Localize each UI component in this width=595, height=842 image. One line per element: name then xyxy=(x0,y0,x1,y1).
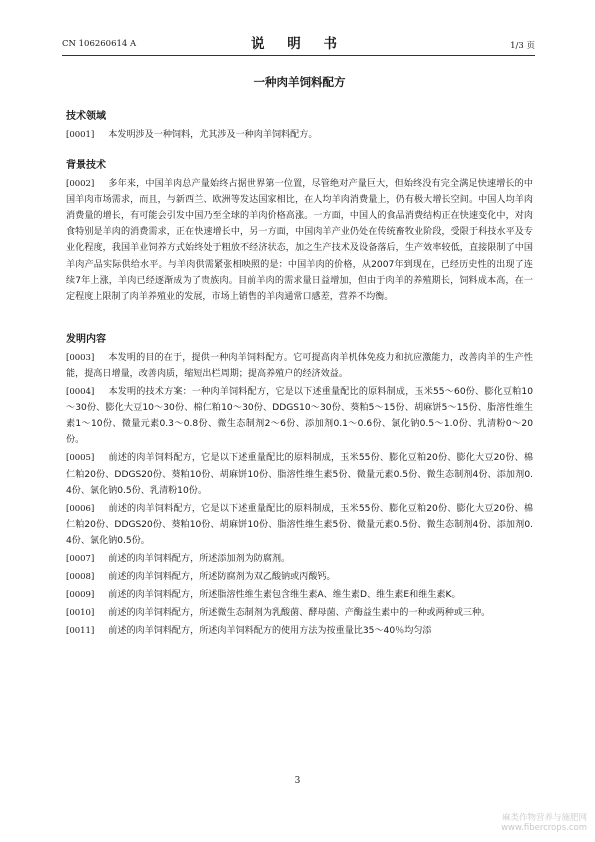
paragraph-number: [0008] xyxy=(66,572,95,583)
watermark-line-2: www.fibercrops.com xyxy=(501,823,587,833)
paragraph-number: [0010] xyxy=(66,608,95,619)
paragraph-0010 xyxy=(66,605,533,621)
paragraph-0007 xyxy=(66,551,533,567)
page-header xyxy=(62,30,535,54)
watermark xyxy=(501,813,587,833)
paragraph-text: 前述的肉羊饲料配方，所述添加剂为防腐剂。 xyxy=(108,553,291,564)
paragraph-0006 xyxy=(66,501,533,549)
page-number: 3 xyxy=(294,776,301,786)
page-info: 1/3 页 xyxy=(510,41,535,51)
watermark-line-1: 麻类作物营养与施肥网 xyxy=(501,813,587,823)
doc-type-heading: 说 明 书 xyxy=(251,36,346,52)
paragraph-number: [0001] xyxy=(66,130,95,140)
paragraph-0003 xyxy=(66,350,533,382)
paragraph-0008 xyxy=(66,569,533,585)
document-title: 一种肉羊饲料配方 xyxy=(253,75,346,89)
paragraph-0011 xyxy=(66,623,533,639)
paragraph-text: 前述的肉羊饲料配方，所述防腐剂为双乙酸钠或丙酸钙。 xyxy=(108,572,336,583)
paragraph-number: [0009] xyxy=(66,590,95,601)
patent-number: CN 106260614 A xyxy=(62,39,137,49)
paragraph-number: [0002] xyxy=(66,179,95,190)
paragraph-number: [0004] xyxy=(66,387,95,398)
paragraph-number: [0011] xyxy=(66,626,95,637)
paragraph-number: [0005] xyxy=(66,453,95,464)
paragraph-text: 本发明的目的在于，提供一种肉羊饲料配方。它可提高肉羊机体免疫力和抗应激能力，改善肉羊的生产性能，提高日增量，改善肉质，缩短出栏周期；提高养殖户的经济效益。 xyxy=(66,352,533,379)
paragraph-0009 xyxy=(66,587,533,603)
section-heading-technical-field: 技术领域 xyxy=(66,111,106,122)
section-heading-background: 背景技术 xyxy=(66,160,106,172)
paragraph-number: [0006] xyxy=(66,503,95,514)
paragraph-0001 xyxy=(66,127,533,143)
paragraph-text: 前述的肉羊饲料配方，所述脂溶性维生素包含维生素A、维生素D、维生素E和维生素K。 xyxy=(108,590,461,601)
paragraph-text: 前述的肉羊饲料配方，它是以下述重量配比的原料制成，玉米55份、膨化豆粕20份、膨化大豆20份、棉仁粕20份、DDGS20份、葵粕10份、胡麻饼10份、脂溶性维生素5份、微量元素0.5份、微生态制剂4份、添加剂0.4份、氯化钠0.5份、乳清粉10份。 xyxy=(66,453,533,496)
paragraph-number: [0007] xyxy=(66,553,95,564)
paragraph-number: [0003] xyxy=(66,352,95,363)
paragraph-text: 本发明的技术方案：一种肉羊饲料配方，它是以下述重量配比的原料制成，玉米55～60份、膨化豆粕10～30份、膨化大豆10～30份、棉仁粕10～30份、DDGS10～30份、葵粕5～15份、胡麻饼5～15份、脂溶性维生素1～10份、微量元素0.3～0.8份、微生态制剂2～6份、添加剂0.1～0.6份、氯化钠0.5～1.0份、乳清粉0～20份。 xyxy=(66,387,533,446)
header-divider xyxy=(62,55,535,56)
paragraph-0002 xyxy=(66,176,533,305)
paragraph-text: 前述的肉羊饲料配方，它是以下述重量配比的原料制成，玉米55份、膨化豆粕20份、膨化大豆20份、棉仁粕20份、DDGS20份、葵粕10份、胡麻饼10份、脂溶性维生素5份、微量元素0.5份、微生态制剂4份、添加剂0.4份、氯化钠0.5份。 xyxy=(66,503,533,546)
paragraph-text: 前述的肉羊饲料配方，所述微生态制剂为乳酸菌、酵母菌、产酶益生素中的一种或两种或三种。 xyxy=(108,608,491,619)
paragraph-0004 xyxy=(66,384,533,448)
paragraph-text: 多年来，中国羊肉总产量始终占据世界第一位置，尽管绝对产量巨大，但始终没有完全满足快速增长的中国羊肉市场需求，而且，与新西兰、欧洲等发达国家相比，在人均羊肉消费量上，仍有极大增长空间。中国人均羊肉消费量的增长，有可能会引发中国乃至全球的羊肉价格高涨。一方面，中国人的食品消费结构正在快速变化中，对肉食特别是羊肉的消费需求，正在快速增长中，另一方面，中国肉羊产业仍处在传统畜牧业阶段，受限于科技水平及专业化程度，我国羊业饲养方式始终处于粗放不经济状态，加之生产技术及设备落后，生产效率较低，直接限制了中国羊肉产品实际供给水平。与羊肉供需紧张相映照的是：中国羊肉的价格，从2007年到现在，已经历史性的出现了连续7年上涨，羊肉已经逐渐成为了贵族肉。目前羊肉的需求量日益增加，但由于肉羊的养殖期长，饲料成本高，在一定程度上限制了肉羊养殖业的发展，市场上销售的羊肉通常口感差，营养不均衡。 xyxy=(66,179,533,302)
document-body xyxy=(66,70,533,641)
paragraph-0005 xyxy=(66,450,533,498)
paragraph-text: 本发明涉及一种饲料，尤其涉及一种肉羊饲料配方。 xyxy=(108,130,318,140)
section-heading-summary: 发明内容 xyxy=(66,333,106,345)
paragraph-text: 前述的肉羊饲料配方，所述肉羊饲料配方的使用方法为按重量比35～40％均匀添 xyxy=(108,626,432,637)
